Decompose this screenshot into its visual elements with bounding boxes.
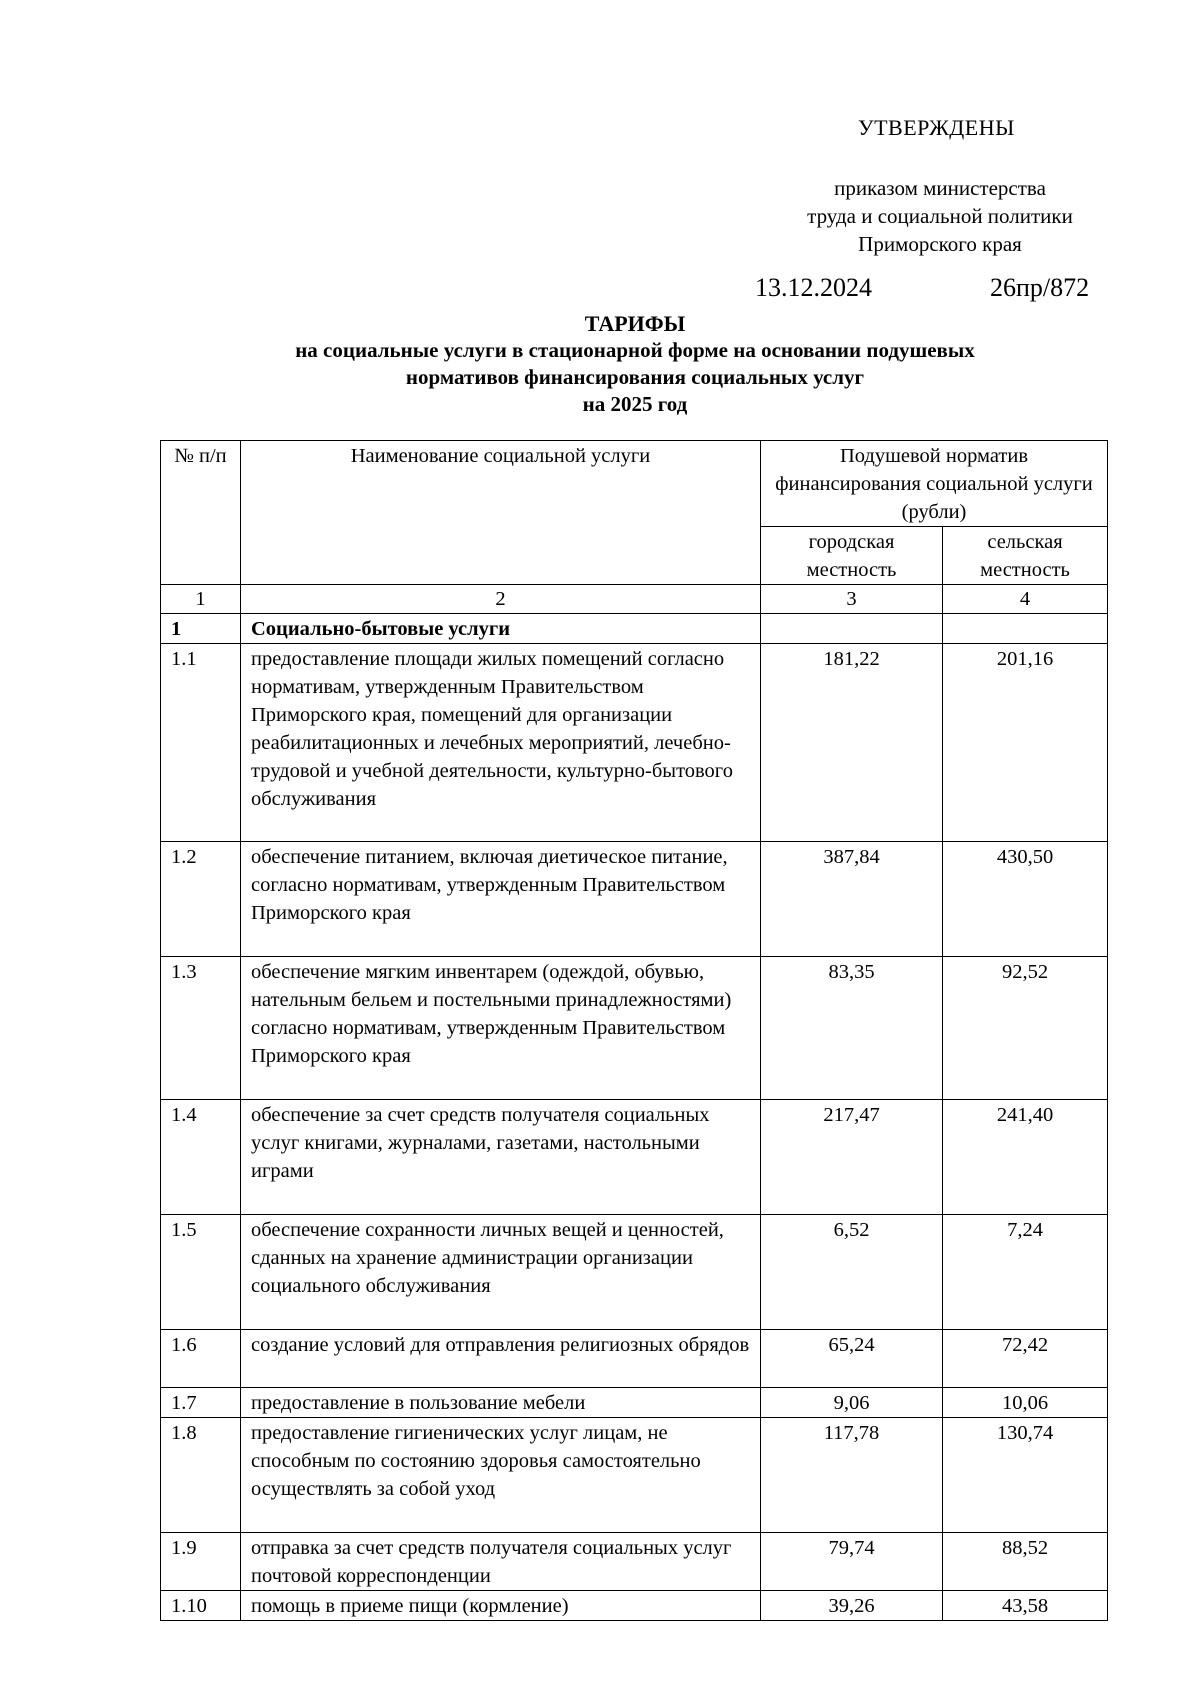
row-service-name: помощь в приеме пищи (кормление) — [241, 1591, 761, 1621]
row-number: 1.4 — [161, 1100, 241, 1215]
column-number: 4 — [943, 585, 1108, 614]
table-row — [161, 957, 1108, 1100]
row-number: 1.10 — [161, 1591, 241, 1621]
header-service-name: Наименование социальной услуги — [241, 441, 761, 585]
section-name: Социально-бытовые услуги — [241, 614, 761, 644]
row-urban-value: 217,47 — [761, 1100, 943, 1215]
row-service-name: обеспечение питанием, включая диетическое питание, согласно нормативам, утвержденным Правительством Приморского края — [241, 842, 761, 957]
header-rural: сельская местность — [943, 527, 1108, 585]
table-row — [161, 1533, 1108, 1591]
section-rural-empty — [943, 614, 1108, 644]
table-row — [161, 1418, 1108, 1533]
tariffs-table-body — [161, 441, 1108, 1621]
column-numbers-row — [161, 585, 1108, 614]
approval-line-3: Приморского края — [858, 232, 1022, 256]
row-rural-value: 92,52 — [943, 957, 1108, 1100]
row-urban-value: 9,06 — [761, 1388, 943, 1418]
section-number: 1 — [161, 614, 241, 644]
row-urban-value: 6,52 — [761, 1215, 943, 1330]
row-urban-value: 65,24 — [761, 1330, 943, 1388]
header-number: № п/п — [161, 441, 241, 585]
row-urban-value: 39,26 — [761, 1591, 943, 1621]
approval-title: УТВЕРЖДЕНЫ — [858, 115, 1015, 140]
row-urban-value: 79,74 — [761, 1533, 943, 1591]
section-urban-empty — [761, 614, 943, 644]
document-title: ТАРИФЫ — [584, 311, 686, 336]
approval-line-1: приказом министерства — [834, 176, 1046, 200]
table-row — [161, 1215, 1108, 1330]
row-number: 1.1 — [161, 644, 241, 842]
table-row — [161, 1591, 1108, 1621]
row-rural-value: 10,06 — [943, 1388, 1108, 1418]
row-service-name: предоставление в пользование мебели — [241, 1388, 761, 1418]
row-rural-value: 72,42 — [943, 1330, 1108, 1388]
row-rural-value: 130,74 — [943, 1418, 1108, 1533]
order-date: 13.12.2024 — [755, 273, 872, 302]
row-rural-value: 241,40 — [943, 1100, 1108, 1215]
order-number: 26пр/872 — [990, 273, 1090, 302]
header-per-capita-norm: Подушевой норматив финансирования социальной услуги (рубли) — [761, 441, 1108, 527]
row-rural-value: 88,52 — [943, 1533, 1108, 1591]
row-urban-value: 181,22 — [761, 644, 943, 842]
row-service-name: отправка за счет средств получателя социальных услуг почтовой корреспонденции — [241, 1533, 761, 1591]
approval-line-2: труда и социальной политики — [807, 204, 1073, 228]
row-service-name: предоставление площади жилых помещений согласно нормативам, утвержденным Правительством Приморского края, помещений для организации реабилитационных и лечебных мероприятий, лечебно-трудовой и учебной деятельности, культурно-бытового обслуживания — [241, 644, 761, 842]
column-number: 2 — [241, 585, 761, 614]
document-heading — [150, 310, 1120, 418]
header-row — [161, 441, 1108, 527]
row-urban-value: 83,35 — [761, 957, 943, 1100]
section-row — [161, 614, 1108, 644]
row-service-name: обеспечение сохранности личных вещей и ценностей, сданных на хранение администрации организации социального обслуживания — [241, 1215, 761, 1330]
header-urban: городская местность — [761, 527, 943, 585]
row-rural-value: 430,50 — [943, 842, 1108, 957]
row-number: 1.8 — [161, 1418, 241, 1533]
row-number: 1.2 — [161, 842, 241, 957]
row-service-name: предоставление гигиенических услуг лицам, не способным по состоянию здоровья самостоятельно осуществлять за собой уход — [241, 1418, 761, 1533]
row-rural-value: 43,58 — [943, 1591, 1108, 1621]
table-row — [161, 1388, 1108, 1418]
document-subtitle-line-1: на социальные услуги в стационарной форме на основании подушевых — [295, 338, 975, 362]
table-row — [161, 644, 1108, 842]
row-number: 1.9 — [161, 1533, 241, 1591]
row-number: 1.5 — [161, 1215, 241, 1330]
approval-block — [770, 174, 1110, 258]
row-service-name: создание условий для отправления религиозных обрядов — [241, 1330, 761, 1388]
table-row — [161, 1330, 1108, 1388]
row-number: 1.3 — [161, 957, 241, 1100]
row-rural-value: 7,24 — [943, 1215, 1108, 1330]
column-number: 1 — [161, 585, 241, 614]
row-urban-value: 387,84 — [761, 842, 943, 957]
document-subtitle-line-3: на 2025 год — [582, 392, 688, 416]
table-row — [161, 842, 1108, 957]
column-number: 3 — [761, 585, 943, 614]
row-number: 1.7 — [161, 1388, 241, 1418]
table-row — [161, 1100, 1108, 1215]
document-subtitle-line-2: нормативов финансирования социальных услуг — [405, 365, 865, 389]
row-number: 1.6 — [161, 1330, 241, 1388]
row-service-name: обеспечение за счет средств получателя социальных услуг книгами, журналами, газетами, настольными играми — [241, 1100, 761, 1215]
row-urban-value: 117,78 — [761, 1418, 943, 1533]
tariffs-table — [160, 440, 1108, 1621]
row-rural-value: 201,16 — [943, 644, 1108, 842]
row-service-name: обеспечение мягким инвентарем (одеждой, обувью, нательным бельем и постельными принадлежностями) согласно нормативам, утвержденным Правительством Приморского края — [241, 957, 761, 1100]
